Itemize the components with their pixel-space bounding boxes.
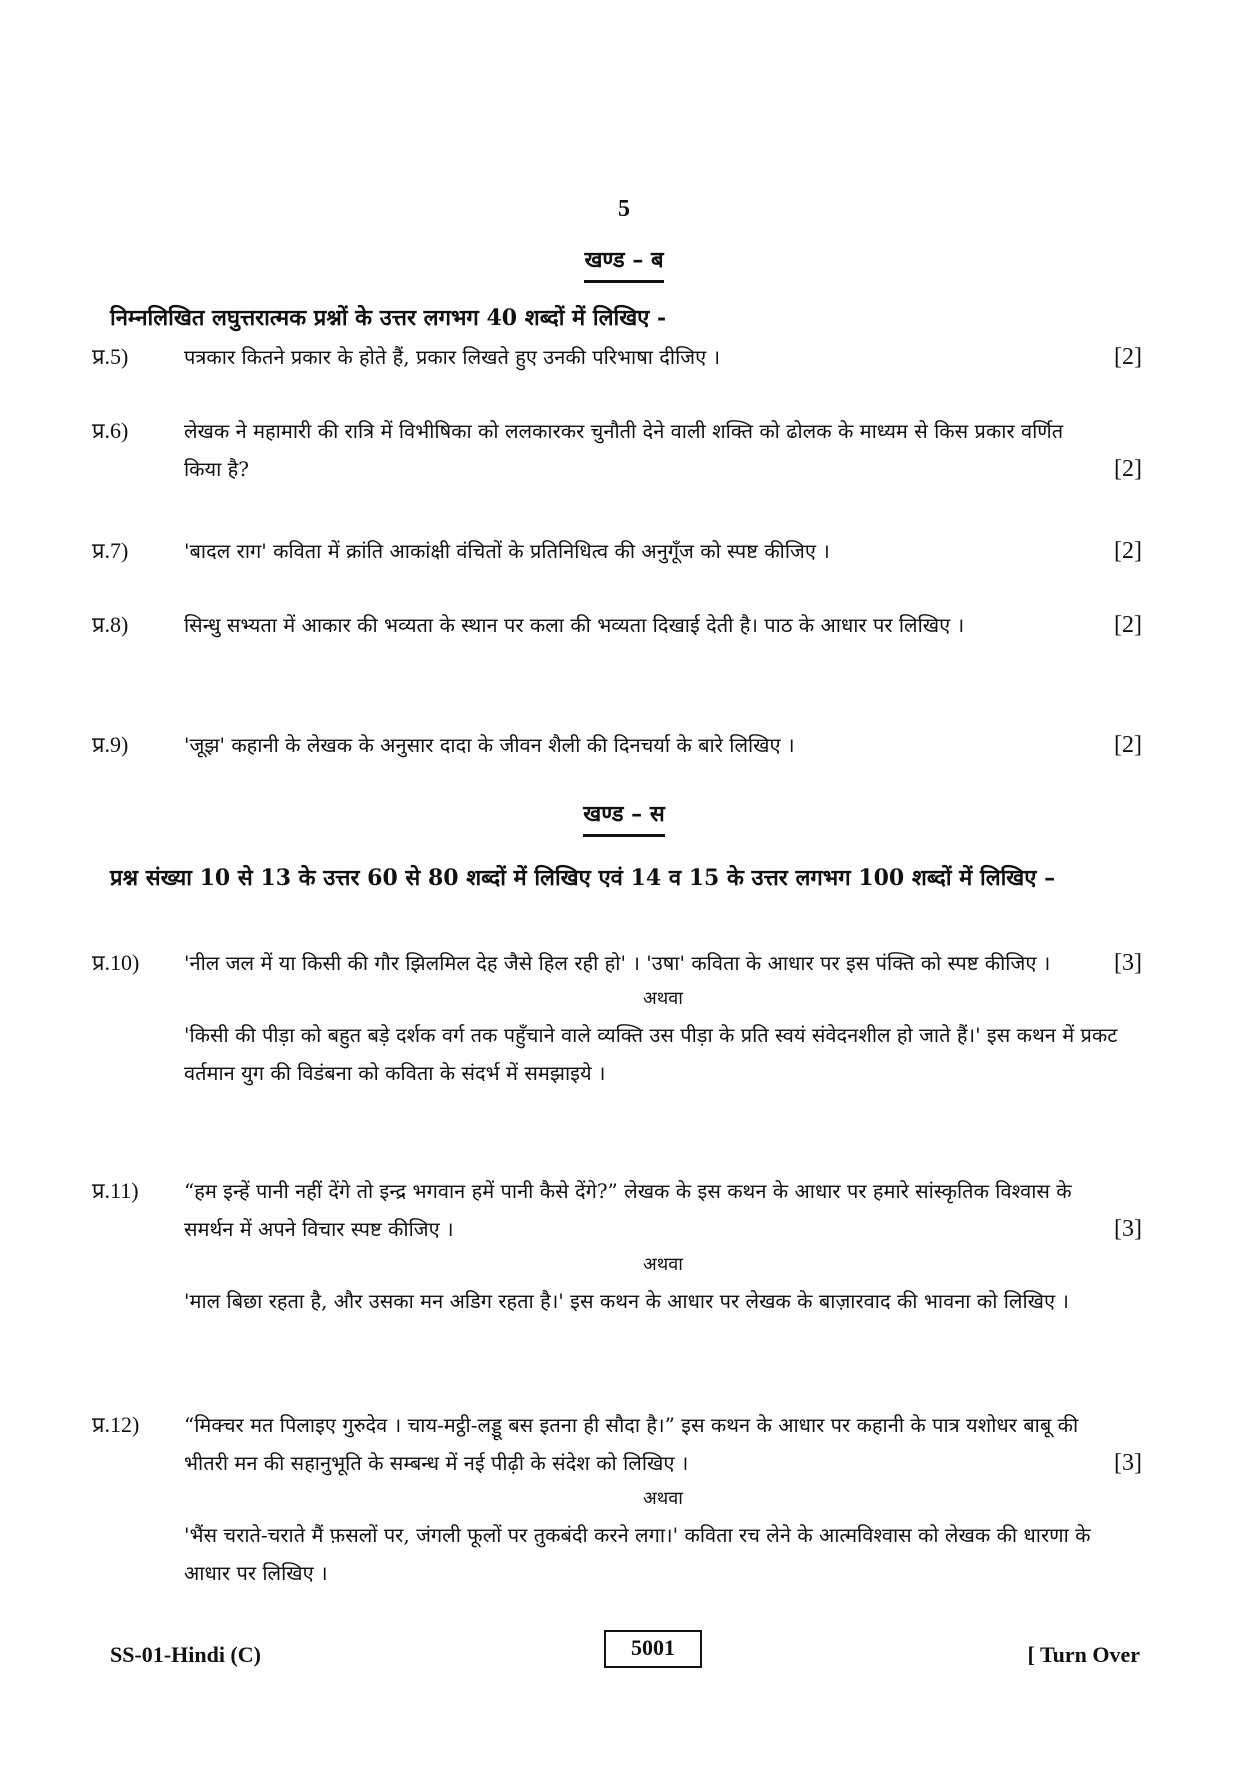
section-c-heading [0, 798, 1248, 837]
section-b-heading-text: खण्ड – ब [584, 244, 663, 283]
page-footer [0, 1630, 1248, 1670]
section-c-heading-text: खण्ड – स [583, 798, 664, 837]
question-marks: [2] [1114, 612, 1142, 638]
paper-code: SS-01-Hindi (C) [110, 1642, 261, 1667]
section-c-instruction: प्रश्न संख्या 10 से 13 के उत्तर 60 से 80 शब्दों में लिखिए एवं 14 व 15 के उत्तर लगभग 100 शब्दों में लिखिए – [110, 865, 1056, 891]
question-text-content: पत्रकार कितने प्रकार के होते हैं, प्रकार लिखते हुए उनकी परिभाषा दीजिए । [184, 345, 721, 369]
or-label: अथवा [643, 988, 683, 1009]
question-7 [92, 532, 1142, 570]
question-text-content: लेखक ने महामारी की रात्रि में विभीषिका को ललकारकर चुनौती देने वाली शक्ति को ढोलक के माध्यम से किस प्रकार वर्णित किया है? [184, 419, 1064, 481]
or-label: अथवा [643, 1254, 683, 1275]
question-text [184, 532, 1142, 570]
question-10 [92, 944, 1142, 1092]
question-6 [92, 412, 1142, 488]
question-12 [92, 1406, 1142, 1592]
question-text-content: सिन्धु सभ्यता में आकार की भव्यता के स्थान पर कला की भव्यता दिखाई देती है। पाठ के आधार पर लिखिए । [184, 613, 965, 637]
question-text [184, 944, 1142, 982]
question-text-content: 'जूझ' कहानी के लेखक के अनुसार दादा के जीवन शैली की दिनचर्या के बारे लिखिए । [184, 733, 795, 757]
question-text-content: “मिक्चर मत पिलाइए गुरुदेव । चाय-मट्ठी-लड्डू बस इतना ही सौदा है।” इस कथन के आधार पर कहानी के पात्र यशोधर बाबू की भीतरी मन की सहानुभूति के सम्बन्ध में नई पीढ़ी के संदेश को लिखिए । [184, 1413, 1079, 1475]
question-marks: [2] [1114, 732, 1142, 758]
question-9 [92, 726, 1142, 764]
alternative-question: 'किसी की पीड़ा को बहुत बड़े दर्शक वर्ग तक पहुँचाने वाले व्यक्ति उस पीड़ा के प्रति स्वयं संवेदनशील हो जाते हैं।' इस कथन में प्रकट वर्तमान युग की विडंबना को कविता के संदर्भ में समझाइये । [184, 1023, 1118, 1085]
question-text [184, 1406, 1142, 1482]
or-label: अथवा [643, 1488, 683, 1509]
page-number: 5 [618, 196, 630, 222]
section-b-instruction: निम्नलिखित लघुत्तरात्मक प्रश्नों के उत्तर लगभग 40 शब्दों में लिखिए - [110, 305, 667, 331]
alternative-question: 'भैंस चराते-चराते मैं फ़सलों पर, जंगली फूलों पर तुकबंदी करने लगा।' कविता रच लेने के आत्मविश्वास को लेखक की धारणा के आधार पर लिखिए । [184, 1523, 1091, 1585]
question-text [184, 726, 1142, 764]
question-text-content: “हम इन्हें पानी नहीं देंगे तो इन्द्र भगवान हमें पानी कैसे देंगे?” लेखक के इस कथन के आधार पर हमारे सांस्कृतिक विश्वास के समर्थन में अपने विचार स्पष्ट कीजिए । [184, 1179, 1072, 1241]
paper-number-box: 5001 [604, 1630, 702, 1668]
question-number: प्र.5) [92, 344, 129, 369]
question-text-content: 'बादल राग' कविता में क्रांति आकांक्षी वंचितों के प्रतिनिधित्व की अनुगूँज को स्पष्ट कीजिए । [184, 539, 830, 563]
question-number: प्र.8) [92, 612, 129, 637]
question-number: प्र.6) [92, 418, 129, 443]
alternative-question: 'माल बिछा रहता है, और उसका मन अडिग रहता है।' इस कथन के आधार पर लेखक के बाज़ारवाद की भावना को लिखिए । [184, 1289, 1070, 1313]
question-8 [92, 606, 1142, 644]
question-text [184, 606, 1142, 644]
question-11 [92, 1172, 1142, 1320]
question-marks: [2] [1114, 538, 1142, 564]
question-number: प्र.7) [92, 538, 129, 563]
question-text [184, 1172, 1142, 1248]
question-text [184, 412, 1142, 488]
question-marks: [3] [1114, 950, 1142, 976]
question-number: प्र.12) [92, 1412, 140, 1437]
question-marks: [3] [1114, 1450, 1142, 1476]
question-5 [92, 338, 1142, 376]
turn-over-label: [ Turn Over [1027, 1642, 1140, 1667]
question-number: प्र.9) [92, 732, 129, 757]
question-text [184, 338, 1142, 376]
question-marks: [2] [1114, 456, 1142, 482]
section-b-heading [0, 244, 1248, 283]
question-marks: [2] [1114, 344, 1142, 370]
question-number: प्र.10) [92, 950, 140, 975]
question-text-content: 'नील जल में या किसी की गौर झिलमिल देह जैसे हिल रही हो' । 'उषा' कविता के आधार पर इस पंक्ति को स्पष्ट कीजिए । [184, 951, 1051, 975]
question-number: प्र.11) [92, 1178, 139, 1203]
question-marks: [3] [1114, 1216, 1142, 1242]
